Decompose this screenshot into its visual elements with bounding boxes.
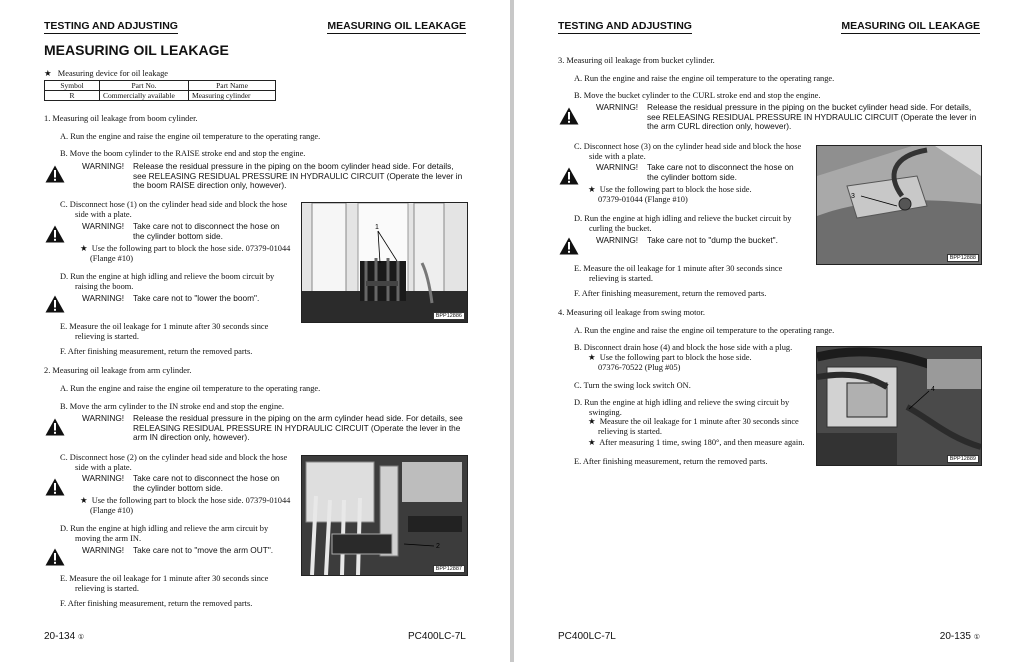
swing-motor-illustration [817, 347, 981, 465]
star-icon: ★ [80, 244, 88, 253]
revision-mark-icon: ① [77, 634, 85, 641]
model-name: PC400LC-7L [408, 631, 466, 642]
header-topic: MEASURING OIL LEAKAGE [841, 20, 980, 32]
note-5: ★ Measure the oil leakage for 1 minute after 30 seconds since relieving is started. [588, 417, 799, 436]
model-name: PC400LC-7L [558, 631, 616, 642]
table-cell: Measuring cylinder [189, 91, 276, 101]
step-1b: B. Move the boom cylinder to the RAISE stroke end and stop the engine. [60, 149, 306, 158]
step-4c: C. Turn the swing lock switch ON. [574, 381, 691, 390]
warning-8: WARNING! Take care not to disconnect the hose on the cylinder bottom side. [596, 162, 794, 182]
step-1d: D. Run the engine at high idling and relieve the boom circuit by raising the boom. [60, 272, 275, 291]
boom-cylinder-photo [301, 202, 468, 323]
step-1a: A. Run the engine and raise the engine oil temperature to the operating range. [60, 132, 321, 141]
left-page [0, 0, 510, 662]
table-cell: R [45, 91, 100, 101]
table-header: Symbol [45, 81, 100, 91]
note-1: ★ Use the following part to block the hose side. 07379-01044 (Flange #10) [80, 244, 291, 263]
callout-4: 4 [931, 386, 935, 393]
header-topic: MEASURING OIL LEAKAGE [327, 20, 466, 32]
warning-2: WARNING! Take care not to disconnect the hose on the cylinder bottom side. [82, 221, 280, 241]
page-number: 20-135 ① [939, 631, 980, 642]
header-section: TESTING AND ADJUSTING [558, 20, 692, 32]
step-3d: D. Run the engine at high idling and relieve the bucket circuit by curling the bucket. [574, 214, 792, 233]
warning-7: WARNING! Release the residual pressure in the piping on the bucket cylinder head side. For details, see RELEASING RESIDUAL PRESSURE IN HYDRAULIC CIRCUIT (Operate the lever in the arm CURL direction only, however). [596, 102, 977, 132]
step-1f: F. After finishing measurement, return the removed parts. [60, 347, 253, 356]
bucket-cylinder-photo [816, 145, 982, 265]
arm-cylinder-photo [301, 455, 468, 576]
note-4: ★ Use the following part to block the hose side. 07376-70522 (Plug #05) [588, 353, 752, 372]
step-3b: B. Move the bucket cylinder to the CURL stroke end and stop the engine. [574, 91, 821, 100]
header-section: TESTING AND ADJUSTING [44, 20, 178, 32]
star-icon: ★ [588, 185, 596, 194]
revision-mark-icon: ① [973, 634, 980, 641]
callout-3: 3 [851, 193, 855, 200]
warning-triangle-icon [45, 478, 65, 496]
step-2c: C. Disconnect hose (2) on the cylinder head side and block the hose side with a plate. [60, 453, 288, 472]
warning-6: WARNING! Take care not to "move the arm OUT". [82, 545, 274, 555]
warning-triangle-icon [45, 225, 65, 243]
warning-4: WARNING! Release the residual pressure in the piping on the arm cylinder head side. For details, see RELEASING RESIDUAL PRESSURE IN HYDRAULIC CIRCUIT (Operate the lever in the arm IN direction only, however). [82, 413, 463, 443]
warning-5: WARNING! Take care not to disconnect the hose on the cylinder bottom side. [82, 473, 280, 493]
star-icon: ★ [80, 496, 88, 505]
warning-1: WARNING! Release the residual pressure in the piping on the boom cylinder head side. For details, see RELEASING RESIDUAL PRESSURE IN HYDRAULIC CIRCUIT (Operate the lever in the boom RAISE direction only, however). [82, 161, 463, 191]
step-3a: A. Run the engine and raise the engine oil temperature to the operating range. [574, 74, 835, 83]
note-3: ★ Use the following part to block the hose side. 07379-01044 (Flange #10) [588, 185, 752, 204]
device-note: ★ Measuring device for oil leakage [44, 69, 169, 78]
warning-triangle-icon [559, 107, 579, 125]
step-1: 1. Measuring oil leakage from boom cylinder. [44, 114, 198, 123]
step-4a: A. Run the engine and raise the engine oil temperature to the operating range. [574, 326, 835, 335]
warning-9: WARNING! Take care not to "dump the bucket". [596, 235, 778, 245]
note-6: ★ After measuring 1 time, swing 180°, and then measure again. [588, 438, 805, 447]
step-3c: C. Disconnect hose (3) on the cylinder head side and block the hose side with a plate. [574, 142, 802, 161]
warning-triangle-icon [45, 295, 65, 313]
warning-triangle-icon [45, 548, 65, 566]
step-4d: D. Run the engine at high idling and relieve the swing circuit by swinging. [574, 398, 790, 417]
step-2f: F. After finishing measurement, return the removed parts. [60, 599, 253, 608]
right-page [514, 0, 1024, 662]
boom-cylinder-illustration [302, 203, 467, 322]
bucket-cylinder-illustration [817, 146, 981, 264]
callout-2: 2 [436, 543, 440, 550]
warning-triangle-icon [45, 165, 65, 183]
step-3f: F. After finishing measurement, return the removed parts. [574, 289, 767, 298]
step-2d: D. Run the engine at high idling and relieve the arm circuit by moving the arm IN. [60, 524, 269, 543]
photo-code: BPP12887 [433, 565, 465, 573]
step-2e: E. Measure the oil leakage for 1 minute after 30 seconds since relieving is started. [60, 574, 269, 593]
table-cell: Commercially available [100, 91, 189, 101]
step-2a: A. Run the engine and raise the engine oil temperature to the operating range. [60, 384, 321, 393]
warning-3: WARNING! Take care not to "lower the boom". [82, 293, 260, 303]
step-3e: E. Measure the oil leakage for 1 minute after 30 seconds since relieving is started. [574, 264, 783, 283]
device-table [44, 80, 276, 101]
warning-triangle-icon [559, 167, 579, 185]
step-4e: E. After finishing measurement, return the removed parts. [574, 457, 768, 466]
photo-code: BPP12888 [947, 254, 979, 262]
step-4: 4. Measuring oil leakage from swing motor. [558, 308, 705, 317]
star-icon: ★ [44, 69, 52, 78]
table-header: Part Name [189, 81, 276, 91]
note-2: ★ Use the following part to block the hose side. 07379-01044 (Flange #10) [80, 496, 291, 515]
step-2: 2. Measuring oil leakage from arm cylinder. [44, 366, 192, 375]
table-header: Part No. [100, 81, 189, 91]
star-icon: ★ [588, 353, 596, 362]
warning-triangle-icon [45, 418, 65, 436]
arm-cylinder-illustration [302, 456, 467, 575]
callout-1: 1 [375, 224, 379, 231]
step-2b: B. Move the arm cylinder to the IN stroke end and stop the engine. [60, 402, 284, 411]
photo-code: BPP12886 [433, 312, 465, 320]
step-1e: E. Measure the oil leakage for 1 minute after 30 seconds since relieving is started. [60, 322, 269, 341]
step-3: 3. Measuring oil leakage from bucket cylinder. [558, 56, 715, 65]
warning-triangle-icon [559, 237, 579, 255]
step-4b: B. Disconnect drain hose (4) and block the hose side with a plug. [574, 343, 793, 352]
page-number: 20-134 ① [44, 631, 85, 642]
swing-motor-photo [816, 346, 982, 466]
photo-code: BPP12889 [947, 455, 979, 463]
star-icon: ★ [588, 438, 596, 447]
page-title: MEASURING OIL LEAKAGE [44, 42, 229, 58]
star-icon: ★ [588, 417, 596, 426]
step-1c: C. Disconnect hose (1) on the cylinder head side and block the hose side with a plate. [60, 200, 288, 219]
